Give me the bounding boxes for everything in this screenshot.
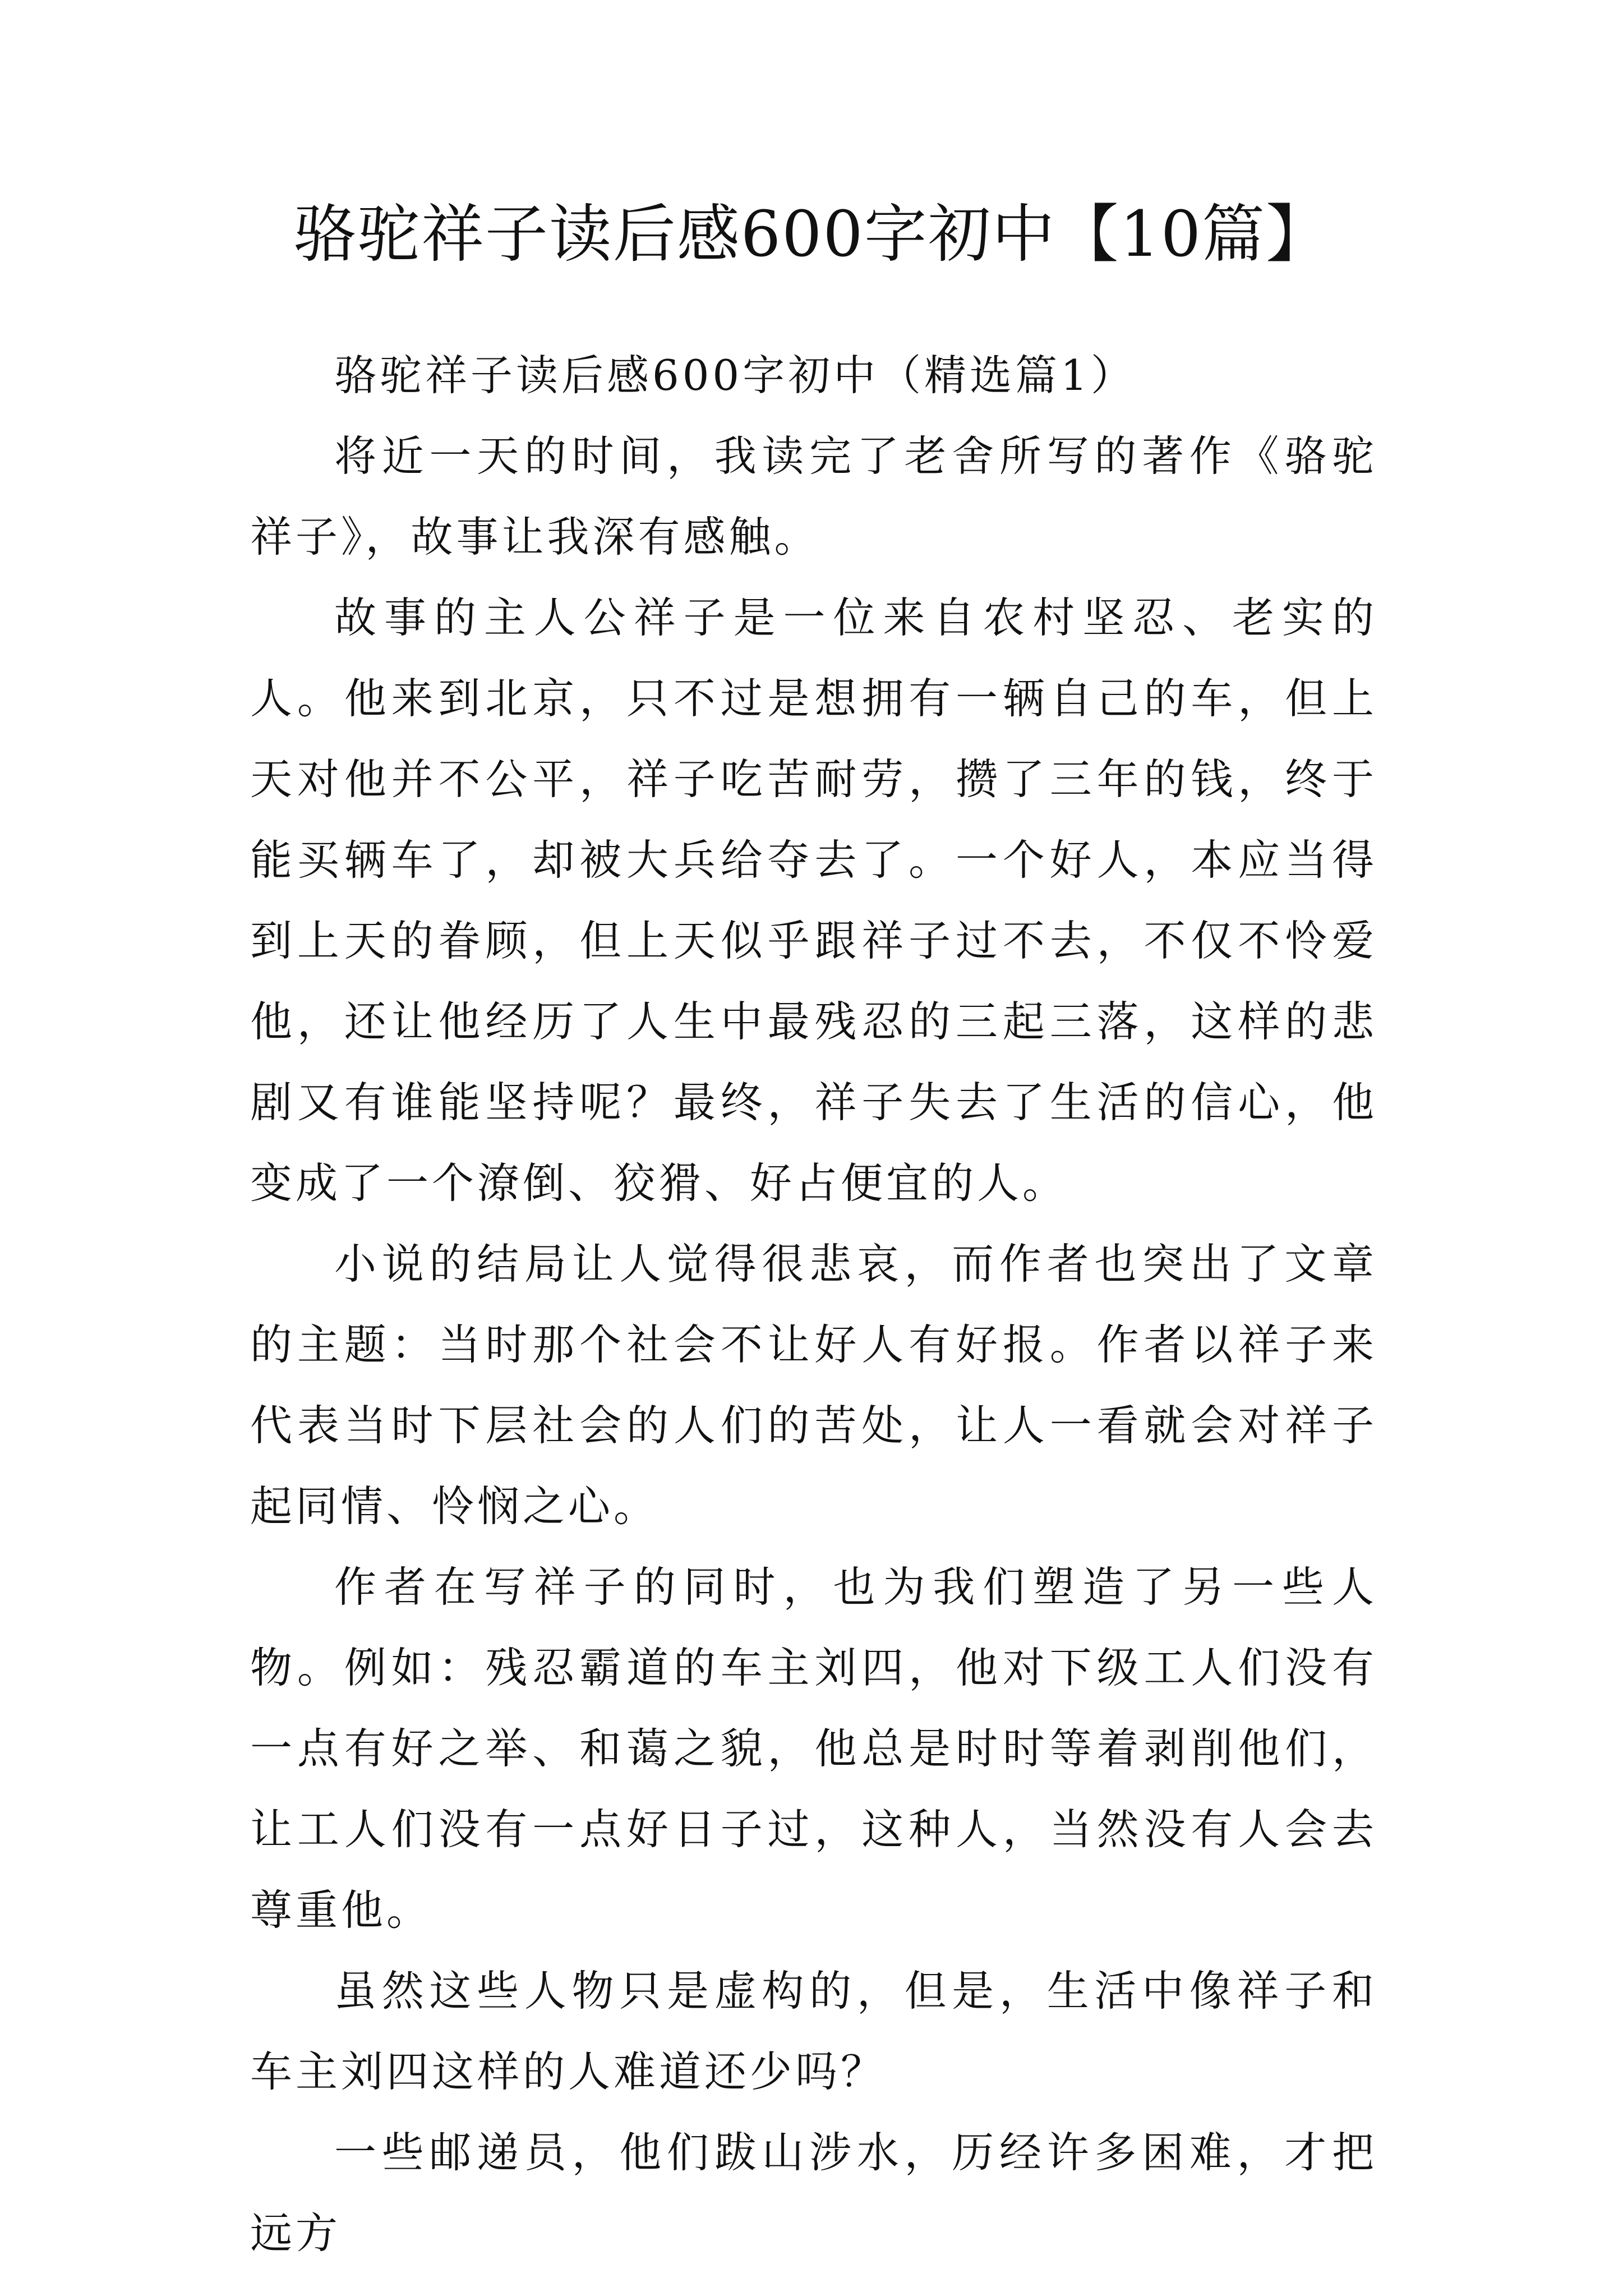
paragraph-3: 小说的结局让人觉得很悲哀，而作者也突出了文章的主题：当时那个社会不让好人有好报。作者以祥子来代表当时下层社会的人们的苦处，让人一看就会对祥子起同情、怜悯之心。 <box>250 1239 1377 1531</box>
paragraph-1: 将近一天的时间，我读完了老舍所写的著作《骆驼祥子》，故事让我深有感触。 <box>250 431 1377 562</box>
section-heading: 骆驼祥子读后感600字初中（精选篇1） <box>334 351 1136 400</box>
paragraph-4: 作者在写祥子的同时，也为我们塑造了另一些人物。例如：残忍霸道的车主刘四，他对下级工人们没有一点有好之举、和蔼之貌，他总是时时等着剥削他们，让工人们没有一点好日子过，这种人，当然没有人会去尊重他。 <box>250 1562 1377 1935</box>
document-title: 骆驼祥子读后感600字初中【10篇】 <box>293 198 1330 271</box>
paragraph-5: 虽然这些人物只是虚构的，但是，生活中像祥子和车主刘四这样的人难道还少吗？ <box>250 1966 1377 2096</box>
paragraph-2: 故事的主人公祥子是一位来自农村坚忍、老实的人。他来到北京，只不过是想拥有一辆自己的车，但上天对他并不公平，祥子吃苦耐劳，攒了三年的钱，终于能买辆车了，却被大兵给夺去了。一个好人，本应当得到上天的眷顾，但上天似乎跟祥子过不去，不仅不怜爱他，还让他经历了人生中最残忍的三起三落，这样的悲剧又有谁能坚持呢？最终，祥子失去了生活的信心，他变成了一个潦倒、狡猾、好占便宜的人。 <box>250 593 1377 1208</box>
document-body <box>250 335 1377 2274</box>
paragraph-6: 一些邮递员，他们跋山涉水，历经许多困难，才把远方 <box>250 2128 1377 2258</box>
